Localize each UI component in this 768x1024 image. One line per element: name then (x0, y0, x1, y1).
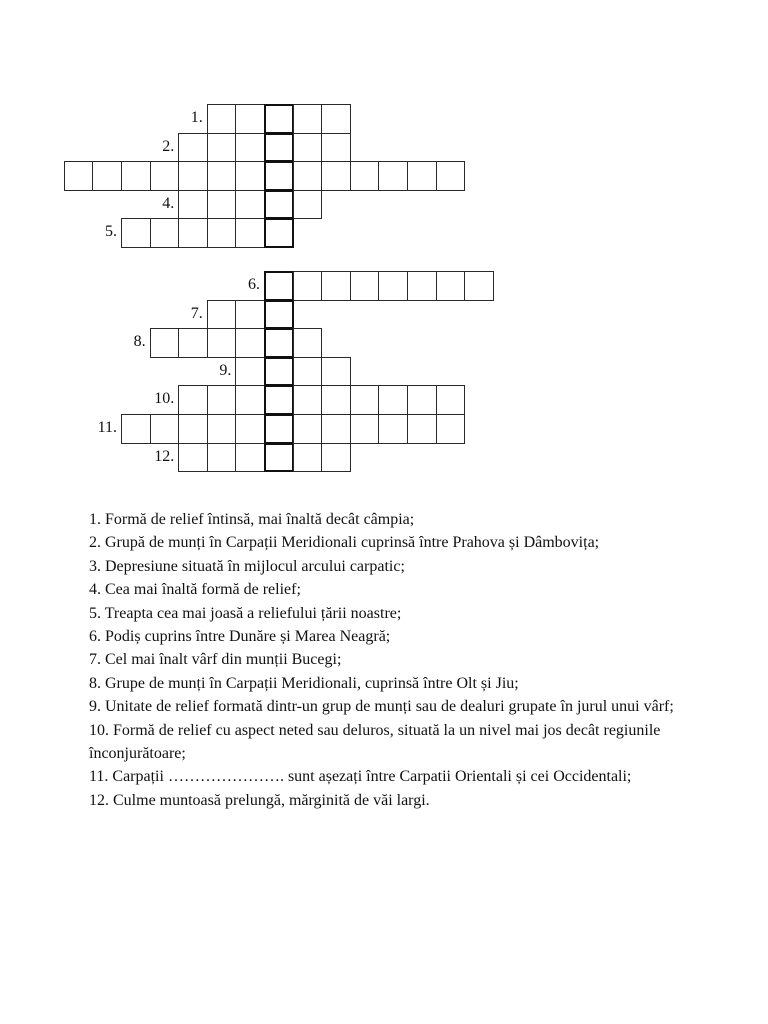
clue-11: 11. Carpații …………………. sunt așezați între Carpatii Orientali și cei Occidentali; (89, 768, 632, 786)
crossword-cell[interactable] (64, 161, 94, 191)
crossword-cell[interactable] (378, 385, 408, 415)
key-cell[interactable] (264, 104, 294, 134)
crossword-cell[interactable] (207, 133, 237, 163)
crossword-cell[interactable] (178, 385, 208, 415)
key-cell[interactable] (264, 133, 294, 163)
crossword-cell[interactable] (178, 328, 208, 358)
crossword-cell[interactable] (178, 161, 208, 191)
crossword-cell[interactable] (321, 133, 351, 163)
crossword-cell[interactable] (350, 414, 380, 444)
crossword-cell[interactable] (293, 357, 323, 387)
clue-4: 4. Cea mai înaltă formă de relief; (89, 581, 301, 599)
crossword-cell[interactable] (235, 357, 265, 387)
crossword-cell[interactable] (436, 385, 466, 415)
crossword-cell[interactable] (235, 218, 265, 248)
clue-1: 1. Formă de relief întinsă, mai înaltă decât câmpia; (89, 511, 415, 528)
crossword-cell[interactable] (464, 271, 494, 301)
crossword-cell[interactable] (207, 161, 237, 191)
crossword-cell[interactable] (207, 328, 237, 358)
crossword-cell[interactable] (436, 161, 466, 191)
crossword-cell[interactable] (293, 385, 323, 415)
crossword-cell[interactable] (293, 271, 323, 301)
crossword-cell[interactable] (207, 104, 237, 134)
row-number-label: 4. (162, 194, 175, 212)
crossword-cell[interactable] (321, 104, 351, 134)
clue-8: 8. Grupe de munți în Carpații Meridionali, cuprinsă între Olt și Jiu; (89, 674, 519, 692)
crossword-cell[interactable] (207, 414, 237, 444)
crossword-cell[interactable] (407, 414, 437, 444)
crossword-cell[interactable] (407, 161, 437, 191)
row-number-label: 8. (133, 333, 146, 351)
crossword-cell[interactable] (378, 414, 408, 444)
crossword-cell[interactable] (235, 190, 265, 220)
row-number-label: 6. (248, 276, 260, 293)
key-cell[interactable] (264, 328, 294, 358)
row-number-label: 5. (105, 223, 117, 241)
crossword-cell[interactable] (235, 443, 265, 473)
row-number-label: 12. (154, 447, 175, 465)
crossword-cell[interactable] (293, 443, 323, 473)
crossword-cell[interactable] (235, 133, 265, 163)
crossword-cell[interactable] (235, 300, 265, 330)
crossword-cell[interactable] (207, 385, 237, 415)
crossword-cell[interactable] (293, 104, 323, 134)
clue-12: 12. Culme muntoasă prelungă, mărginită de văi largi. (89, 791, 430, 809)
crossword-cell[interactable] (207, 443, 237, 473)
crossword-cell[interactable] (150, 414, 180, 444)
crossword-cell[interactable] (207, 218, 237, 248)
crossword-cell[interactable] (378, 161, 408, 191)
crossword-cell[interactable] (150, 161, 180, 191)
crossword-cell[interactable] (121, 414, 151, 444)
crossword-cell[interactable] (293, 133, 323, 163)
row-number-label: 2. (162, 137, 175, 155)
row-number-label: 10. (154, 390, 175, 408)
crossword-cell[interactable] (350, 161, 380, 191)
crossword-cell[interactable] (207, 190, 237, 220)
clue-3: 3. Depresiune situată în mijlocul arcului carpatic; (89, 557, 405, 575)
clue-6: 6. Podiș cuprins între Dunăre și Marea Neagră; (89, 628, 391, 646)
crossword-cell[interactable] (92, 161, 122, 191)
crossword-cell[interactable] (407, 385, 437, 415)
row-number-label: 11. (97, 419, 117, 436)
crossword-cell[interactable] (293, 161, 323, 191)
key-cell[interactable] (264, 161, 294, 191)
clue-7: 7. Cel mai înalt vârf din munții Bucegi; (89, 651, 342, 669)
crossword-cell[interactable] (178, 133, 208, 163)
crossword-cell[interactable] (321, 385, 351, 415)
crossword-cell[interactable] (121, 161, 151, 191)
crossword-cell[interactable] (235, 328, 265, 358)
crossword-cell[interactable] (293, 414, 323, 444)
key-cell[interactable] (264, 414, 294, 444)
crossword-cell[interactable] (321, 271, 351, 301)
crossword-cell[interactable] (235, 414, 265, 444)
crossword-cell[interactable] (121, 218, 151, 248)
crossword-cell[interactable] (350, 385, 380, 415)
crossword-cell[interactable] (378, 271, 408, 301)
key-cell[interactable] (264, 385, 294, 415)
crossword-cell[interactable] (293, 328, 323, 358)
key-cell[interactable] (264, 190, 294, 220)
crossword-grid (0, 0, 768, 500)
key-cell[interactable] (264, 271, 294, 301)
key-cell[interactable] (264, 218, 294, 248)
crossword-cell[interactable] (321, 443, 351, 473)
clue-5: 5. Treapta cea mai joasă a reliefului țării noastre; (89, 604, 402, 622)
crossword-cell[interactable] (178, 414, 208, 444)
crossword-cell[interactable] (150, 328, 180, 358)
crossword-cell[interactable] (178, 190, 208, 220)
crossword-cell[interactable] (235, 161, 265, 191)
clue-10: 10. Formă de relief cu aspect neted sau deluros, situată la un nivel mai jos decât regiunile înconjurătoare; (89, 721, 661, 763)
row-number-label: 9. (219, 361, 232, 379)
crossword-cell[interactable] (235, 385, 265, 415)
crossword-cell[interactable] (321, 161, 351, 191)
crossword-cell[interactable] (407, 271, 437, 301)
clue-2: 2. Grupă de munți în Carpații Meridionali cuprinsă între Prahova și Dâmbovița; (89, 534, 600, 552)
key-cell[interactable] (264, 300, 294, 330)
crossword-cell[interactable] (235, 104, 265, 134)
crossword-cell[interactable] (178, 218, 208, 248)
crossword-cell[interactable] (293, 190, 323, 220)
crossword-cell[interactable] (150, 218, 180, 248)
crossword-cell[interactable] (350, 271, 380, 301)
crossword-cell[interactable] (178, 443, 208, 473)
crossword-cell[interactable] (207, 300, 237, 330)
key-cell[interactable] (264, 357, 294, 387)
crossword-cell[interactable] (436, 414, 466, 444)
clue-9: 9. Unitate de relief formată dintr-un grup de munți sau de dealuri grupate în jurul unui vârf; (89, 698, 674, 716)
key-cell[interactable] (264, 443, 294, 473)
row-number-label: 7. (190, 304, 203, 322)
clue-list (89, 508, 679, 812)
crossword-cell[interactable] (321, 414, 351, 444)
crossword-cell[interactable] (321, 357, 351, 387)
row-number-label: 1. (190, 109, 203, 126)
crossword-cell[interactable] (436, 271, 466, 301)
